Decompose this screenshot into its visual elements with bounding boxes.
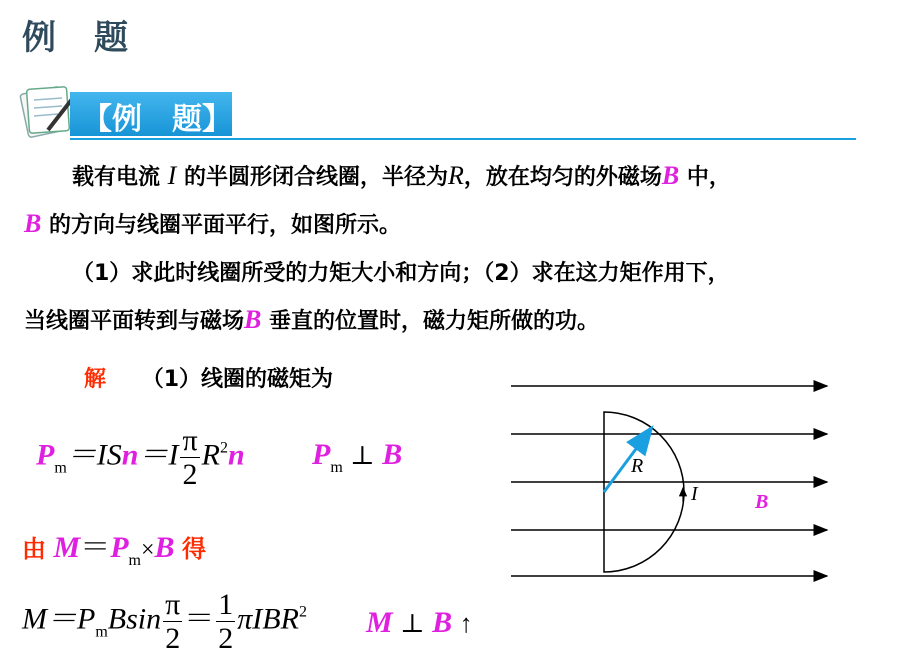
diagram-field-label: B (755, 491, 769, 513)
numerator: 1 (218, 588, 234, 621)
text: 载有电流 (72, 165, 168, 190)
semicircle-coil-diagram (505, 370, 835, 590)
moment-symbol: P (110, 531, 129, 564)
solution-label: 解 (84, 367, 107, 392)
perpendicular-relation-1 (312, 438, 402, 477)
field-symbol: B (24, 209, 42, 238)
field-symbol: B (244, 305, 262, 334)
text: 由 (22, 535, 46, 563)
text: （1）线圈的磁矩为 (141, 367, 333, 392)
times-symbol: × (140, 537, 155, 563)
solution-step-1 (84, 362, 333, 393)
header-divider (70, 138, 856, 140)
magnetic-moment-equation (36, 424, 245, 491)
text: ＝ (184, 602, 215, 636)
example-header-label: 【例 题】 (82, 102, 232, 137)
field-symbol: B (432, 606, 453, 639)
text: 中， (679, 165, 731, 190)
text: （1）求此时线圈所受的力矩大小和方向；（2）求在这力矩作用下， (72, 261, 730, 286)
problem-line-1 (72, 160, 731, 191)
normal-symbol: n (121, 438, 139, 472)
torque-magnitude-equation (22, 588, 307, 655)
moment-symbol: P (312, 438, 331, 471)
problem-line-4 (24, 304, 599, 335)
exponent: 2 (219, 439, 228, 457)
diagram-current-label: I (691, 483, 698, 505)
text: ＝ (80, 531, 111, 564)
denominator: 2 (182, 458, 198, 491)
diagram-radius-label: R (631, 455, 644, 477)
subscript: m (54, 459, 67, 477)
normal-symbol: n (227, 438, 245, 472)
subscript: m (95, 623, 108, 641)
radius-symbol: R (448, 161, 464, 190)
torque-symbol: M (53, 531, 81, 564)
denominator: 2 (165, 622, 181, 655)
text: 的方向与线圈平面平行，如图所示。 (41, 213, 402, 238)
problem-line-2 (24, 208, 401, 239)
perpendicular-relation-2 (366, 606, 473, 640)
numerator: π (165, 588, 181, 621)
text: ＝I (138, 438, 179, 472)
text: ＝IS (66, 438, 122, 472)
field-symbol: B (154, 531, 175, 564)
one-over-two (216, 588, 235, 655)
text: ，放在均匀的外磁场 (463, 165, 662, 190)
text: 的半圆形闭合线圈，半径为 (176, 165, 449, 190)
field-symbol: B (382, 438, 403, 471)
text: Bsin (107, 602, 162, 636)
torque-symbol: M (366, 606, 393, 639)
page-title: 例 题 (22, 18, 130, 58)
radius-symbol: R (201, 438, 220, 472)
denominator: 2 (218, 622, 234, 655)
current-symbol: I (167, 161, 177, 190)
exponent: 2 (298, 603, 307, 621)
subscript: m (330, 459, 343, 476)
subscript: m (128, 552, 141, 569)
perp-symbol: ⊥ (350, 441, 375, 470)
perp-symbol: ⊥ (400, 609, 425, 638)
pi-over-two (180, 424, 199, 491)
numerator: π (182, 424, 198, 457)
up-arrow-symbol: ↑ (459, 609, 473, 638)
field-symbol: B (661, 161, 680, 190)
text: 得 (182, 535, 207, 563)
moment-symbol: P (77, 602, 96, 636)
text: πIBR (237, 602, 299, 636)
text: 当线圈平面转到与磁场 (24, 309, 245, 334)
text: 垂直的位置时，磁力矩所做的功。 (261, 309, 600, 334)
pi-over-two (163, 588, 182, 655)
torque-cross-product (22, 522, 206, 570)
problem-line-3 (72, 256, 730, 287)
text: M＝ (22, 602, 77, 636)
moment-symbol: P (36, 438, 55, 472)
